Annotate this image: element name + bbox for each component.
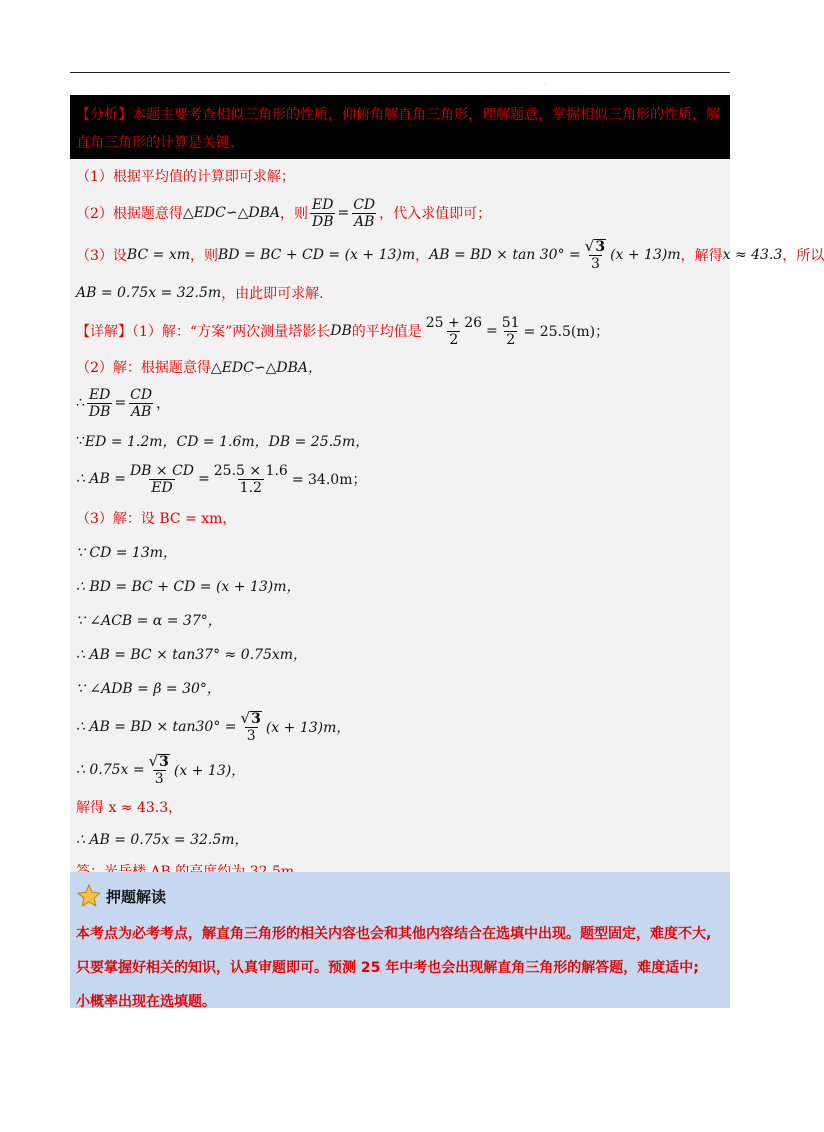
detail-1: 【详解】（1）解：“方案”两次测量塔影长 DB 的平均值是 $\frac{25 + 26}{2}$ = $\frac{51}{2}$ = 25.5(m)； — [76, 314, 610, 348]
detail-12: ∴ AB = BD × tan30° = √ 3 3 (x + 13)m， — [76, 708, 351, 744]
solution-content — [70, 159, 824, 872]
detail-7: ∵ CD = 13m， — [76, 545, 178, 561]
detail-9: ∵ ∠ACB = α = 37°， — [76, 613, 222, 629]
analysis-box — [70, 95, 730, 159]
fraction-db-cd-ed: $\frac{DB \times CD}{ED}$ — [129, 462, 195, 496]
detail-15: ∴ AB = 0.75x = 32.5m， — [76, 832, 249, 848]
fraction-51-over-2: $\frac{51}{2}$ — [501, 314, 520, 348]
summary-box — [70, 872, 730, 1008]
summary-line-2: 只要掌握好相关的知识，认真审题即可。预测 25 年中考也会出现解直角三角形的解答题，难度适中; — [76, 960, 699, 976]
step-2: （2）根据题意得 △EDC∽△DBA ，则 $\frac{ED}{DB}$ = $\frac{CD}{AB}$ ，代入求值即可； — [76, 196, 492, 230]
fraction-ed-db: $\frac{ED}{DB}$ — [311, 196, 334, 230]
header-rule — [70, 72, 730, 73]
summary-line-1: 本考点为必考考点，解直角三角形的相关内容也会和其他内容结合在选填中出现。题型固定，难度不大, — [76, 926, 712, 942]
fraction-sqrt3-over-3: √ 3 3 — [584, 236, 606, 272]
detail-8: ∴ BD = BC + CD = (x + 13)m， — [76, 579, 301, 595]
analysis-text: 【分析】本题主要考查相似三角形的性质，仰俯角解直角三角形，理解题意，掌握相似三角形的性质，解直角三角形的计算是关键. — [76, 107, 720, 151]
star-icon — [76, 883, 102, 909]
fraction-cd-ab-2: $\frac{CD}{AB}$ — [130, 386, 153, 420]
header-dot: . — [544, 80, 546, 87]
summary-header — [76, 876, 724, 916]
detail-4: ∵ ED = 1.2m，CD = 1.6m，DB = 25.5m， — [76, 433, 370, 450]
detail-5: ∴ AB = $\frac{DB \times CD}{ED}$ = $\frac{25.5 \times 1.6}{1.2}$ = 34.0m； — [76, 462, 367, 496]
detail-10: ∴ AB = BC × tan37° ≈ 0.75xm， — [76, 647, 308, 663]
fraction-sum: $\frac{25 + 26}{2}$ — [425, 314, 483, 348]
fraction-numeric: $\frac{25.5 \times 1.6}{1.2}$ — [213, 462, 288, 496]
fraction-sqrt3-over-3-c: √ 3 3 — [148, 751, 169, 787]
summary-line-3: 小概率出现在选填题。 — [76, 994, 216, 1010]
summary-title: 押题解读 — [106, 887, 167, 906]
detail-2: （2）解：根据题意得 △EDC∽△DBA， — [76, 360, 322, 376]
fraction-ed-db-2: $\frac{ED}{DB}$ — [88, 386, 111, 420]
step-3: （3）设 BC = xm ，则 BD = BC + CD = (x + 13)m ， AB = BD × tan 30° = √ 3 3 (x + 13)m ，解得 x ≈ 43.3 ，所以 — [76, 236, 824, 272]
step-3-cont: AB = 0.75x = 32.5m ，由此即可求解. — [76, 285, 324, 302]
fraction-cd-ab: $\frac{CD}{AB}$ — [353, 196, 376, 230]
detail-3: ∴ $\frac{ED}{DB}$ = $\frac{CD}{AB}$ ， — [76, 386, 171, 420]
detail-14: 解得 x ≈ 43.3， — [76, 800, 183, 816]
step-1: （1）根据平均值的计算即可求解； — [76, 169, 295, 185]
fraction-sqrt3-over-3-b: √ 3 3 — [240, 708, 261, 744]
detail-6: （3）解：设 BC = xm， — [76, 511, 237, 527]
detail-11: ∵ ∠ADB = β = 30°， — [76, 681, 221, 697]
detail-13: ∴ 0.75x = √ 3 3 (x + 13)， — [76, 751, 246, 787]
